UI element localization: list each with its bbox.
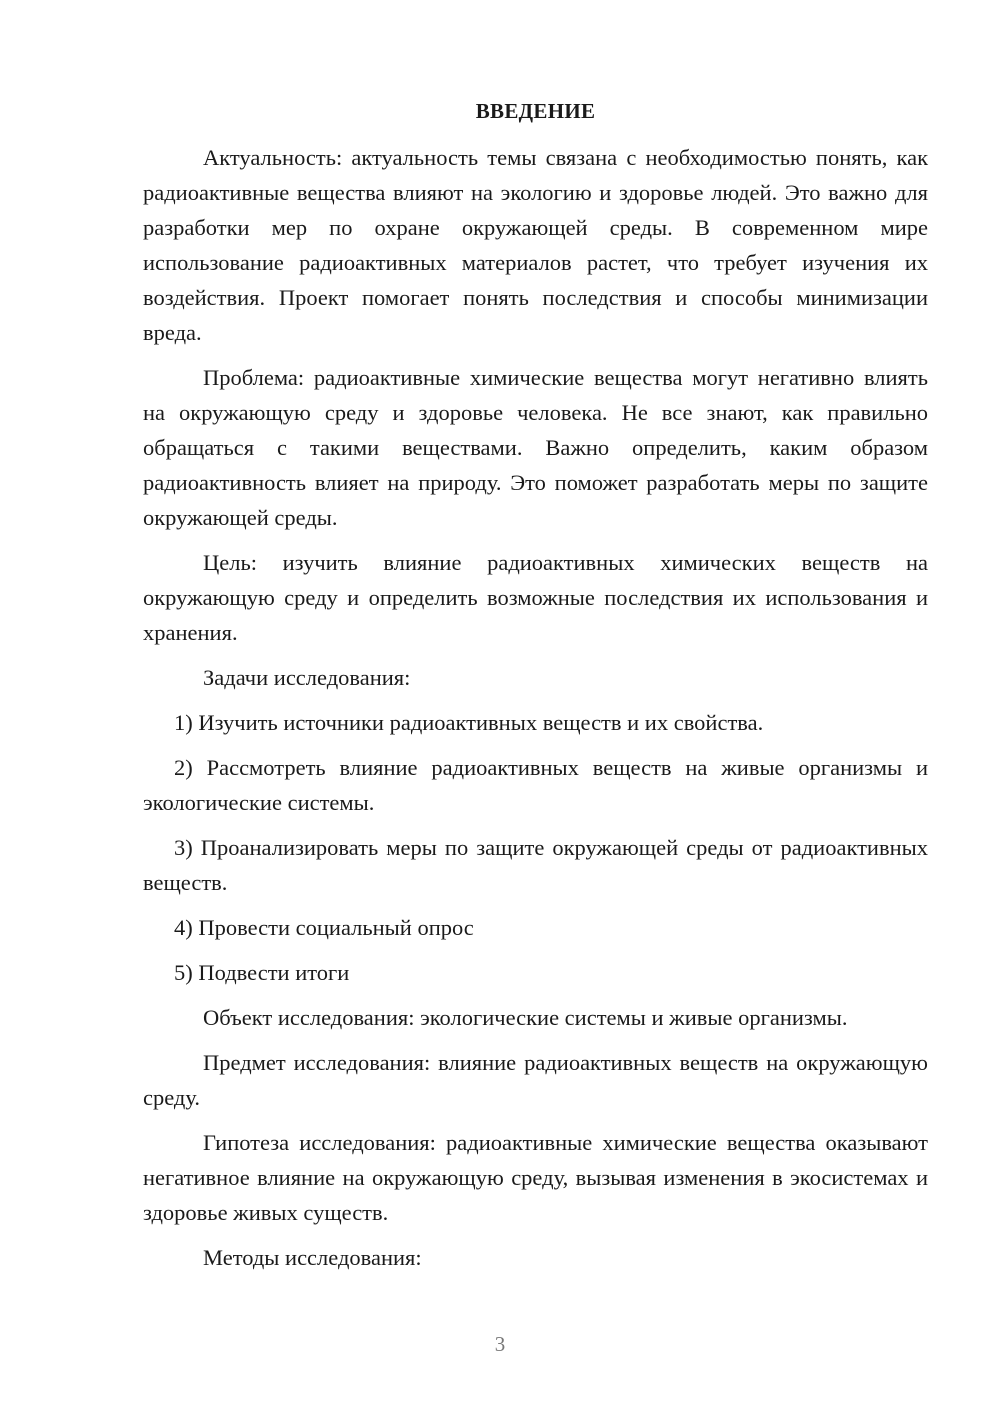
page-title: ВВЕДЕНИЕ: [475, 99, 596, 123]
task-item-2: 2) Рассмотреть влияние радиоактивных веществ на живые организмы и экологические системы.: [143, 755, 928, 815]
paragraph-object: Объект исследования: экологические системы и живые организмы.: [203, 1005, 848, 1030]
page-number: 3: [494, 1332, 506, 1356]
paragraph-goal: Цель: изучить влияние радиоактивных химических веществ на окружающую среду и определить возможные последствия их использования и хранения.: [143, 550, 928, 645]
page-content: [143, 92, 928, 1285]
task-item-4: 4) Провести социальный опрос: [174, 915, 474, 940]
paragraph-problem: Проблема: радиоактивные химические вещества могут негативно влиять на окружающую среду и здоровье человека. Не все знают, как правильно обращаться с такими веществами. Важно определить, каким образом радиоактивность влияет на природу. Это поможет разработать меры по защите окружающей среды.: [143, 365, 928, 530]
paragraph-subject: Предмет исследования: влияние радиоактивных веществ на окружающую среду.: [143, 1050, 928, 1110]
task-item-1: 1) Изучить источники радиоактивных веществ и их свойства.: [174, 710, 764, 735]
paragraph-relevance: Актуальность: актуальность темы связана с необходимостью понять, как радиоактивные вещества влияют на экологию и здоровье людей. Это важно для разработки мер по охране окружающей среды. В современном мире использование радиоактивных материалов растет, что требует изучения их воздействия. Проект помогает понять последствия и способы минимизации вреда.: [143, 145, 928, 345]
paragraph-hypothesis: Гипотеза исследования: радиоактивные химические вещества оказывают негативное влияние на окружающую среду, вызывая изменения в экосистемах и здоровье живых существ.: [143, 1130, 928, 1225]
task-item-3: 3) Проанализировать меры по защите окружающей среды от радиоактивных веществ.: [143, 835, 928, 895]
paragraph-methods: Методы исследования:: [203, 1245, 422, 1270]
task-item-5: 5) Подвести итоги: [174, 960, 350, 985]
paragraph-tasks-heading: Задачи исследования:: [203, 665, 411, 690]
